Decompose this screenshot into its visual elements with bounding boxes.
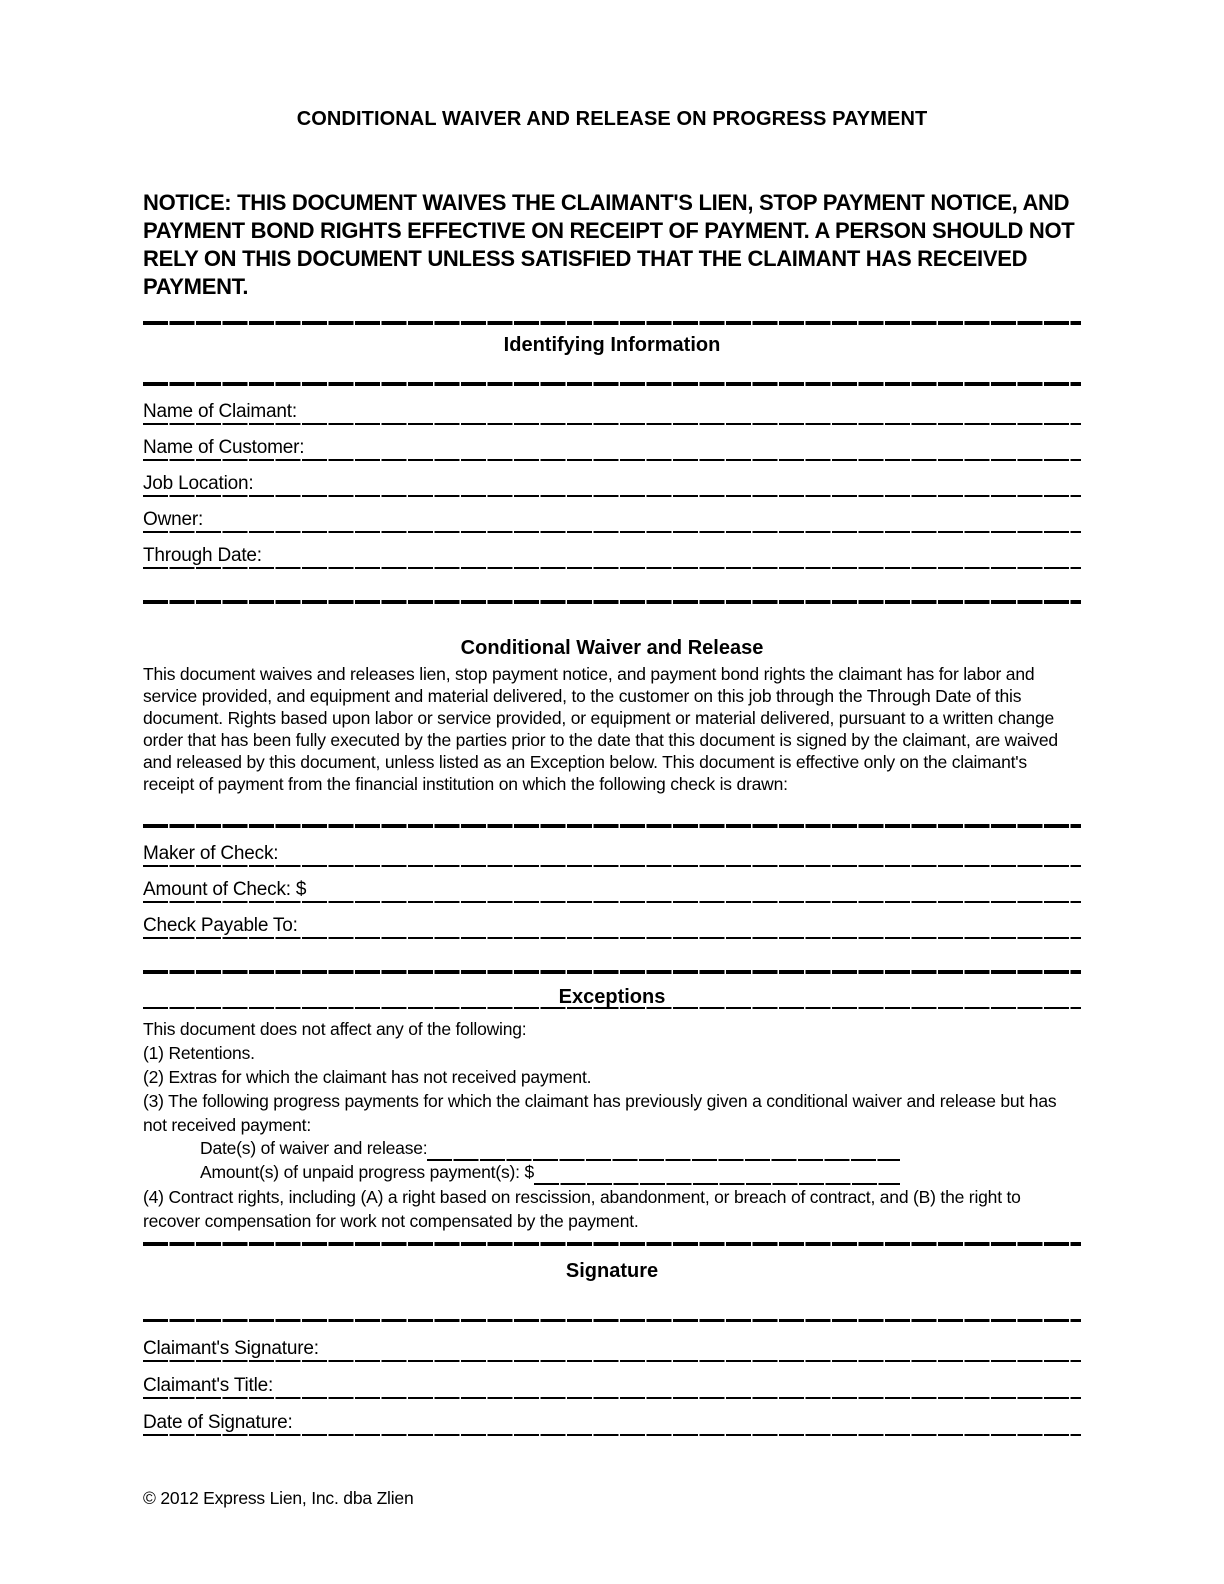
name-of-customer-label: Name of Customer: [143,437,305,458]
date-of-signature-field[interactable] [143,1399,1081,1436]
notice-statement: NOTICE: THIS DOCUMENT WAIVES THE CLAIMANT'S LIEN, STOP PAYMENT NOTICE, AND PAYMENT BOND RIGHTS EFFECTIVE ON RECEIPT OF PAYMENT. A PERSON SHOULD NOT RELY ON THIS DOCUMENT UNLESS SATISFIED THAT THE CLAIMANT HAS RECEIVED PAYMENT. [143,190,1075,299]
section-divider [143,970,1081,974]
amount-of-check-field[interactable] [143,867,1081,903]
identifying-information-section [143,321,1081,569]
unpaid-progress-payments-field[interactable] [143,1161,900,1185]
name-of-claimant-label: Name of Claimant: [143,401,297,422]
name-of-customer-field[interactable] [143,425,1081,461]
claimants-signature-field[interactable] [143,1325,1081,1362]
dates-of-waiver-label: Date(s) of waiver and release: [200,1138,428,1158]
claimants-title-field[interactable] [143,1362,1081,1399]
section-divider [143,1319,1081,1322]
section-divider [143,824,1081,828]
exception-item-3: (3) The following progress payments for which the claimant has previously given a conditional waiver and release but has not received payment: [143,1091,1057,1135]
conditional-waiver-heading: Conditional Waiver and Release [460,637,764,659]
signature-section [143,1242,1081,1436]
claimants-signature-label: Claimant's Signature: [143,1338,319,1359]
maker-of-check-field[interactable] [143,831,1081,867]
unpaid-progress-payments-label: Amount(s) of unpaid progress payment(s): $ [200,1162,534,1182]
exception-item-4: (4) Contract rights, including (A) a right based on rescission, abandonment, or breach of contract, and (B) the right to recover compensation for work not compensated by the payment. [143,1187,1021,1231]
through-date-field[interactable] [143,533,1081,569]
exception-item-2: (2) Extras for which the claimant has not received payment. [143,1067,592,1087]
exceptions-section [143,970,1081,1233]
signature-heading: Signature [565,1260,659,1282]
dates-of-waiver-field[interactable] [143,1137,900,1161]
conditional-waiver-body: This document waives and releases lien, stop payment notice, and payment bond rights the claimant has for labor and service provided, and equipment and material delivered, to the customer on this job through the Through Date of this document. Rights based upon labor or service provided, or equipment or material delivered, pursuant to a written change order that has been fully executed by the parties prior to the date that this document is signed by the claimant, are waived and released by this document, unless listed as an Exception below. This document is effective only on the claimant's receipt of payment from the financial institution on which the following check is drawn: [143,664,1058,794]
owner-field[interactable] [143,497,1081,533]
section-divider [143,1242,1081,1246]
exception-item-1: (1) Retentions. [143,1043,255,1063]
job-location-field[interactable] [143,461,1081,497]
dates-of-waiver-fill-line[interactable] [427,1137,900,1161]
exceptions-intro: This document does not affect any of the following: [143,1019,527,1039]
exceptions-body [143,1017,1081,1233]
section-divider [143,321,1081,325]
job-location-label: Job Location: [143,473,254,494]
maker-of-check-label: Maker of Check: [143,843,279,864]
name-of-claimant-field[interactable] [143,389,1081,425]
copyright-notice: © 2012 Express Lien, Inc. dba Zlien [143,1488,414,1508]
document-title: CONDITIONAL WAIVER AND RELEASE ON PROGRESS PAYMENT [296,108,928,130]
conditional-waiver-section [143,600,1081,939]
exceptions-heading: Exceptions [558,986,666,1008]
check-payable-to-label: Check Payable To: [143,915,298,936]
date-of-signature-label: Date of Signature: [143,1412,293,1433]
section-divider [143,600,1081,604]
owner-label: Owner: [143,509,204,530]
check-payable-to-field[interactable] [143,903,1081,939]
identifying-information-heading: Identifying Information [503,334,721,356]
through-date-label: Through Date: [143,545,262,566]
unpaid-progress-payments-fill-line[interactable] [534,1161,900,1185]
exceptions-header [143,983,1081,1009]
section-divider [143,382,1081,386]
signature-fields [143,1325,1081,1436]
amount-of-check-label: Amount of Check: $ [143,879,307,900]
identifying-fields [143,389,1081,569]
claimants-title-label: Claimant's Title: [143,1375,274,1396]
check-fields [143,831,1081,939]
